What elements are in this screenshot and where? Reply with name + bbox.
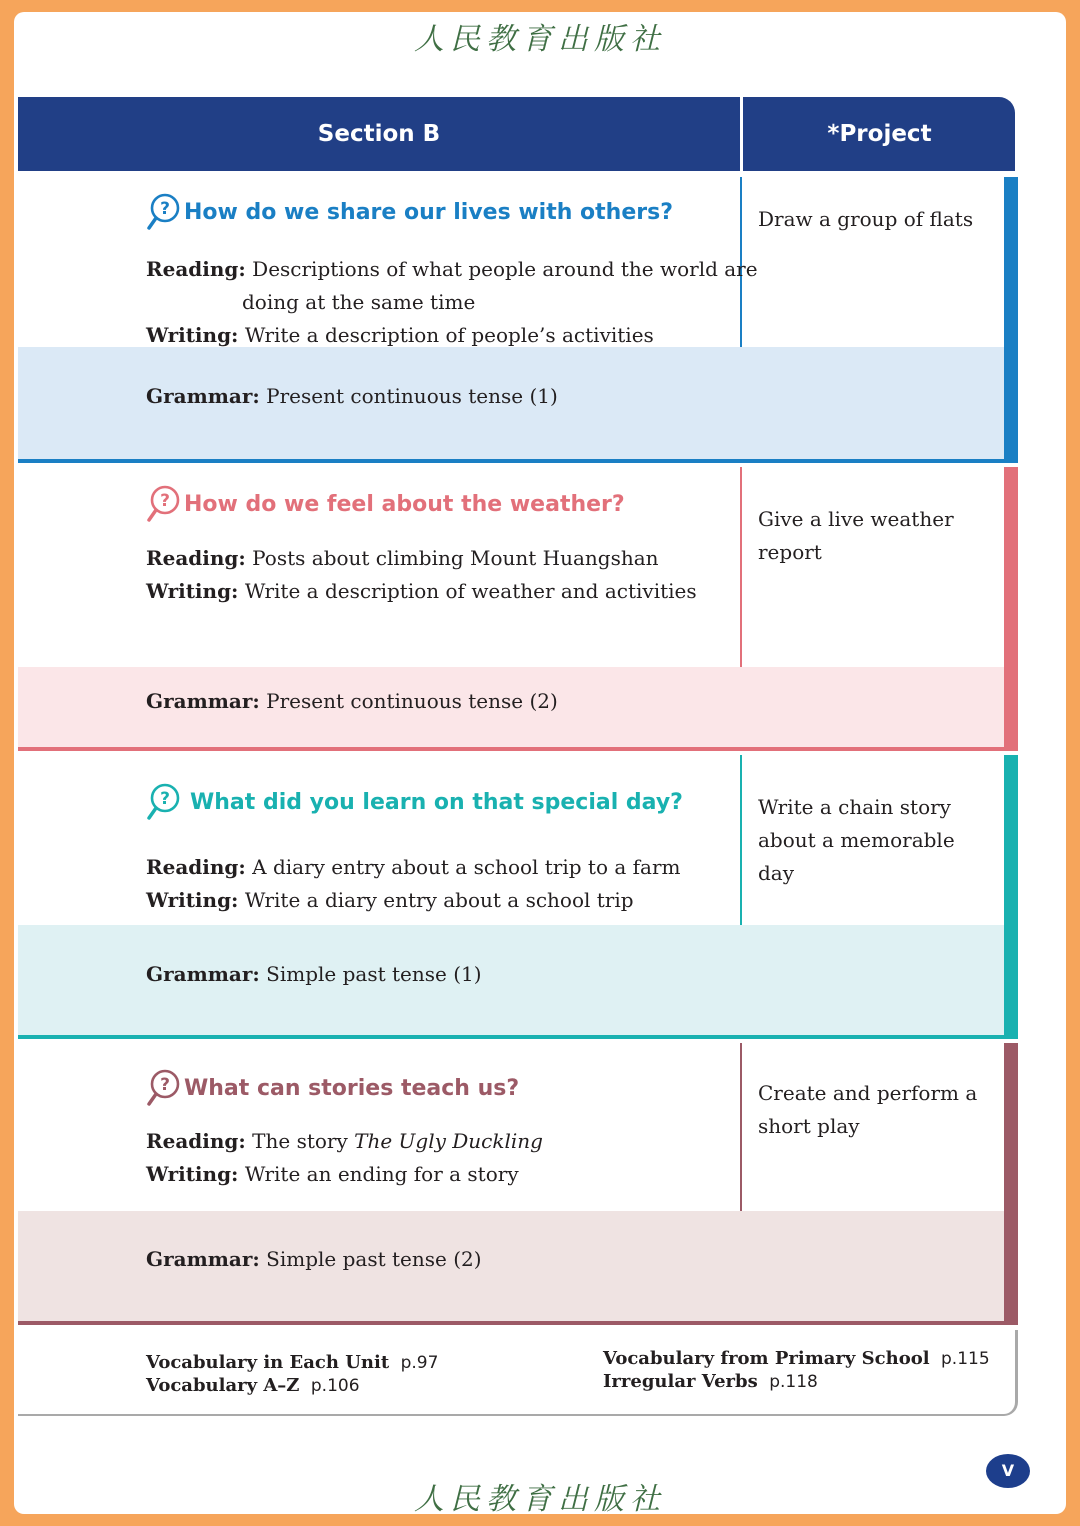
writing-line <box>146 888 634 912</box>
table-header <box>18 97 1015 171</box>
grammar-line <box>146 1247 482 1271</box>
writing-line <box>146 323 654 347</box>
grammar-text: Simple past tense (1) <box>266 962 482 986</box>
column-divider <box>740 467 742 667</box>
unit-accent-bar <box>1004 755 1018 1039</box>
reading-text: Descriptions of what people around the world are <box>252 257 758 281</box>
question-magnifier-icon <box>146 783 180 821</box>
reading-text: The story <box>252 1129 355 1153</box>
unit-divider-line <box>18 459 1004 463</box>
reading-line <box>146 546 659 570</box>
reference-footer <box>18 1330 1018 1416</box>
reference-vocab-primary[interactable] <box>603 1348 990 1369</box>
grammar-label: Grammar: <box>146 384 260 408</box>
project-text: Give a live weather report <box>758 507 954 564</box>
unit-question <box>146 485 625 523</box>
unit-divider-line <box>18 1321 1004 1325</box>
writing-line <box>146 579 697 603</box>
grammar-line <box>146 384 558 408</box>
grammar-text: Present continuous tense (2) <box>266 689 558 713</box>
publisher-mark-top: 人民教育出版社 <box>414 22 666 57</box>
unit-question <box>146 1069 519 1107</box>
svg-text:?: ? <box>160 199 170 219</box>
writing-text: Write a description of weather and activities <box>244 579 697 603</box>
column-header-section-b: Section B <box>317 121 441 147</box>
reading-label: Reading: <box>146 1129 246 1153</box>
writing-text: Write a description of people’s activities <box>244 323 654 347</box>
question-text: What did you learn on that special day? <box>190 789 683 815</box>
unit-question <box>146 783 683 821</box>
reading-line <box>146 257 758 281</box>
column-divider <box>740 97 743 171</box>
reference-label: Vocabulary A–Z <box>146 1375 300 1396</box>
reference-label: Vocabulary in Each Unit <box>146 1352 390 1373</box>
unit-question <box>146 193 673 231</box>
question-magnifier-icon <box>146 193 180 231</box>
svg-text:?: ? <box>160 1075 170 1095</box>
question-magnifier-icon <box>146 485 180 523</box>
unit-divider-line <box>18 747 1004 751</box>
unit-row-2 <box>18 467 1015 751</box>
reference-page: p.115 <box>941 1349 990 1369</box>
unit-row-4 <box>18 1043 1015 1325</box>
reading-text: A diary entry about a school trip to a farm <box>252 855 681 879</box>
grammar-line <box>146 689 558 713</box>
writing-line <box>146 1162 519 1186</box>
reading-line <box>146 1129 543 1153</box>
reference-label: Irregular Verbs <box>603 1371 758 1392</box>
project-text: Create and perform a short play <box>758 1081 978 1138</box>
reading-label: Reading: <box>146 257 246 281</box>
writing-text: Write an ending for a story <box>244 1162 519 1186</box>
question-text: What can stories teach us? <box>184 1075 520 1101</box>
unit-divider-line <box>18 1035 1004 1039</box>
grammar-label: Grammar: <box>146 962 260 986</box>
reading-label: Reading: <box>146 855 246 879</box>
unit-row-3 <box>18 755 1015 1039</box>
unit-accent-bar <box>1004 1043 1018 1325</box>
project-text: Draw a group of flats <box>758 207 974 231</box>
writing-label: Writing: <box>146 323 239 347</box>
reference-page: p.97 <box>400 1353 439 1373</box>
writing-label: Writing: <box>146 579 239 603</box>
reference-vocab-each-unit[interactable] <box>146 1352 438 1373</box>
column-divider <box>740 1043 742 1211</box>
column-header-project: *Project <box>827 121 932 147</box>
page-number-badge: V <box>986 1454 1030 1488</box>
writing-label: Writing: <box>146 888 239 912</box>
unit-row-1 <box>18 177 1015 463</box>
reference-label: Vocabulary from Primary School <box>603 1348 930 1369</box>
unit-accent-bar <box>1004 177 1018 463</box>
publisher-mark-bottom: 人民教育出版社 <box>414 1482 666 1514</box>
story-title: The Ugly Duckling <box>354 1129 543 1153</box>
project-text: Write a chain story about a memorable day <box>758 795 955 885</box>
grammar-text: Simple past tense (2) <box>266 1247 482 1271</box>
writing-text: Write a diary entry about a school trip <box>244 888 634 912</box>
writing-label: Writing: <box>146 1162 239 1186</box>
question-text: How do we feel about the weather? <box>184 491 625 517</box>
grammar-text: Present continuous tense (1) <box>266 384 558 408</box>
reading-text-continued: doing at the same time <box>242 290 476 314</box>
unit-accent-bar <box>1004 467 1018 751</box>
question-magnifier-icon <box>146 1069 180 1107</box>
question-text: How do we share our lives with others? <box>184 199 673 225</box>
reference-page: p.106 <box>310 1376 360 1396</box>
reference-irregular-verbs[interactable] <box>603 1371 818 1392</box>
grammar-line <box>146 962 482 986</box>
svg-text:?: ? <box>160 789 170 809</box>
column-divider <box>740 755 742 925</box>
reading-line <box>146 855 681 879</box>
reading-label: Reading: <box>146 546 246 570</box>
reference-vocab-a-z[interactable] <box>146 1375 360 1396</box>
grammar-label: Grammar: <box>146 1247 260 1271</box>
svg-text:?: ? <box>160 491 170 511</box>
reading-text: Posts about climbing Mount Huangshan <box>252 546 659 570</box>
grammar-label: Grammar: <box>146 689 260 713</box>
textbook-page <box>14 12 1066 1514</box>
reference-page: p.118 <box>769 1372 818 1392</box>
